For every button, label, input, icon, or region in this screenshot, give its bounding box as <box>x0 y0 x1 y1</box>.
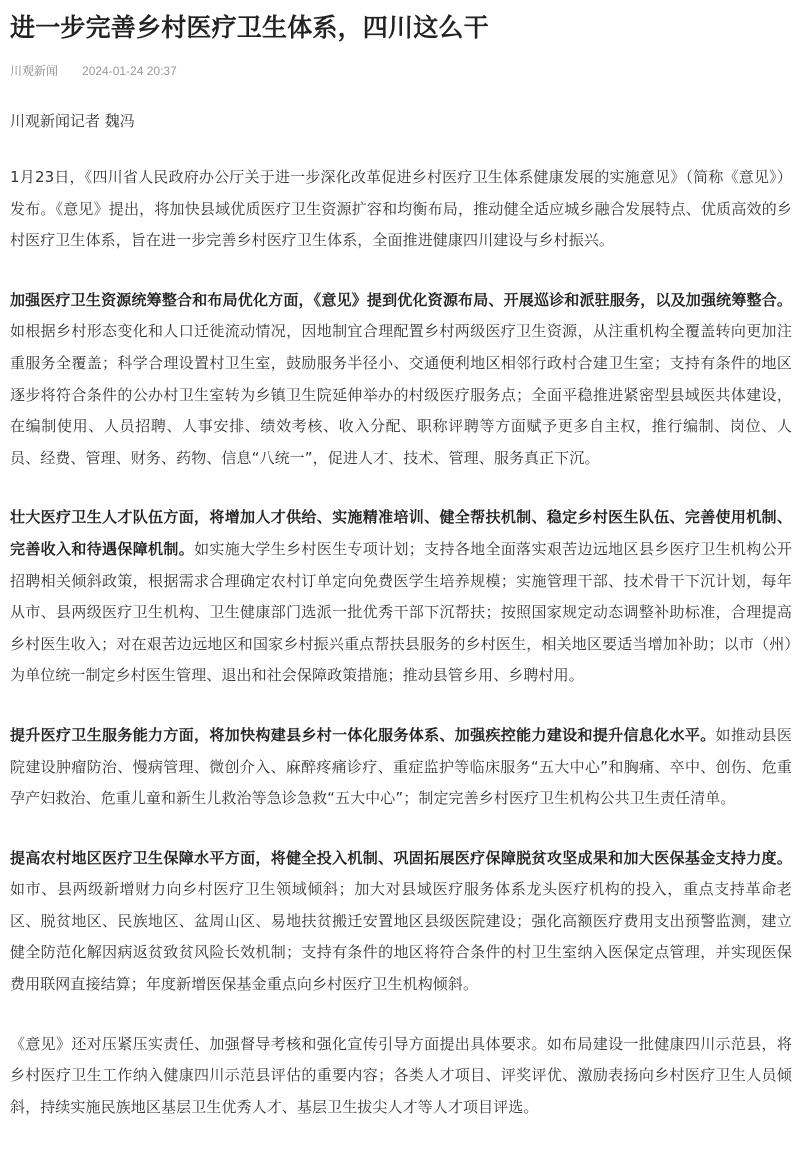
paragraph-text: 如根据乡村形态变化和人口迁徙流动情况，因地制宜合理配置乡村两级医疗卫生资源，从注重机构全覆盖转向更加注重服务全覆盖；科学合理设置村卫生室，鼓励服务半径小、交通便利地区相邻行政村合建卫生室；支持有条件的地区逐步将符合条件的公办村卫生室转为乡镇卫生院延伸举办的村级医疗服务点；全面平稳推进紧密型县域医共体建设，在编制使用、人员招聘、人事安排、绩效考核、收入分配、职称评聘等方面赋予更多自主权，推行编制、岗位、人员、经费、管理、财务、药物、信息“八统一”，促进人才、技术、管理、服务真正下沉。 <box>10 322 792 467</box>
paragraph-text: 1月23日，《四川省人民政府办公厅关于进一步深化改革促进乡村医疗卫生体系健康发展的实施意见》（简称《意见》）发布。《意见》提出，将加快县域优质医疗卫生资源扩容和均衡布局，推动健全适应城乡融合发展特点、优质高效的乡村医疗卫生体系，旨在进一步完善乡村医疗卫生体系，全面推进健康四川建设与乡村振兴。 <box>10 168 792 250</box>
article-meta <box>10 62 792 80</box>
paragraph-2 <box>10 285 792 475</box>
article-source[interactable]: 川观新闻 <box>10 64 59 78</box>
paragraph-5 <box>10 843 792 1001</box>
paragraph-6 <box>10 1029 792 1124</box>
paragraph-3 <box>10 502 792 692</box>
paragraph-lead: 提升医疗卫生服务能力方面，将加快构建县乡村一体化服务体系、加强疾控能力建设和提升信息化水平。 <box>10 725 716 744</box>
paragraph-text: 《意见》还对压紧压实责任、加强督导考核和强化宣传引导方面提出具体要求。如布局建设一批健康四川示范县，将乡村医疗卫生工作纳入健康四川示范县评估的重要内容；各类人才项目、评奖评优、激励表扬向乡村医疗卫生人员倾斜，持续实施民族地区基层卫生优秀人才、基层卫生拔尖人才等人才项目评选。 <box>10 1034 792 1116</box>
paragraph-lead: 提高农村地区医疗卫生保障水平方面，将健全投入机制、巩固拓展医疗保障脱贫攻坚成果和加大医保基金支持力度。 <box>10 848 792 867</box>
paragraph-text: 如推动县医院建设肿瘤防治、慢病管理、微创介入、麻醉疼痛诊疗、重症监护等临床服务“五大中心”和胸痛、卒中、创伤、危重孕产妇救治、危重儿童和新生儿救治等急诊急救“五大中心”；制定完善乡村医疗卫生机构公共卫生责任清单。 <box>10 725 792 808</box>
paragraph-1 <box>10 162 792 257</box>
paragraph-lead: 壮大医疗卫生人才队伍方面，将增加人才供给、实施精准培训、健全帮扶机制、稳定乡村医生队伍、完善使用机制、完善收入和待遇保障机制。 <box>10 508 792 558</box>
article-time: 2024-01-24 20:37 <box>82 64 177 78</box>
paragraph-text: 如实施大学生乡村医生专项计划；支持各地全面落实艰苦边远地区县乡医疗卫生机构公开招聘相关倾斜政策，根据需求合理确定农村订单定向免费医学生培养规模；实施管理干部、技术骨干下沉计划，每年从市、县两级医疗卫生机构、卫生健康部门选派一批优秀干部下沉帮扶；按照国家规定动态调整补助标准，合理提高乡村医生收入；对在艰苦边远地区和国家乡村振兴重点帮扶县服务的乡村医生，相关地区要适当增加补助；以市（州）为单位统一制定乡村医生管理、退出和社会保障政策措施；推动县管乡用、乡聘村用。 <box>10 539 793 685</box>
article-title: 进一步完善乡村医疗卫生体系，四川这么干 <box>10 13 489 42</box>
paragraph-text: 如市、县两级新增财力向乡村医疗卫生领域倾斜；加大对县域医疗服务体系龙头医疗机构的投入，重点支持革命老区、脱贫地区、民族地区、盆周山区、易地扶贫搬迁安置地区县级医院建设；强化高额医疗费用支出预警监测，建立健全防范化解因病返贫致贫风险长效机制；支持有条件的地区将符合条件的村卫生室纳入医保定点管理，并实现医保费用联网直接结算；年度新增医保基金重点向乡村医疗卫生机构倾斜。 <box>10 880 792 994</box>
paragraph-lead: 加强医疗卫生资源统筹整合和布局优化方面，《意见》提到优化资源布局、开展巡诊和派驻服务，以及加强统筹整合。 <box>10 290 792 309</box>
paragraph-4 <box>10 720 792 815</box>
article-reporter: 川观新闻记者 魏冯 <box>10 112 135 130</box>
